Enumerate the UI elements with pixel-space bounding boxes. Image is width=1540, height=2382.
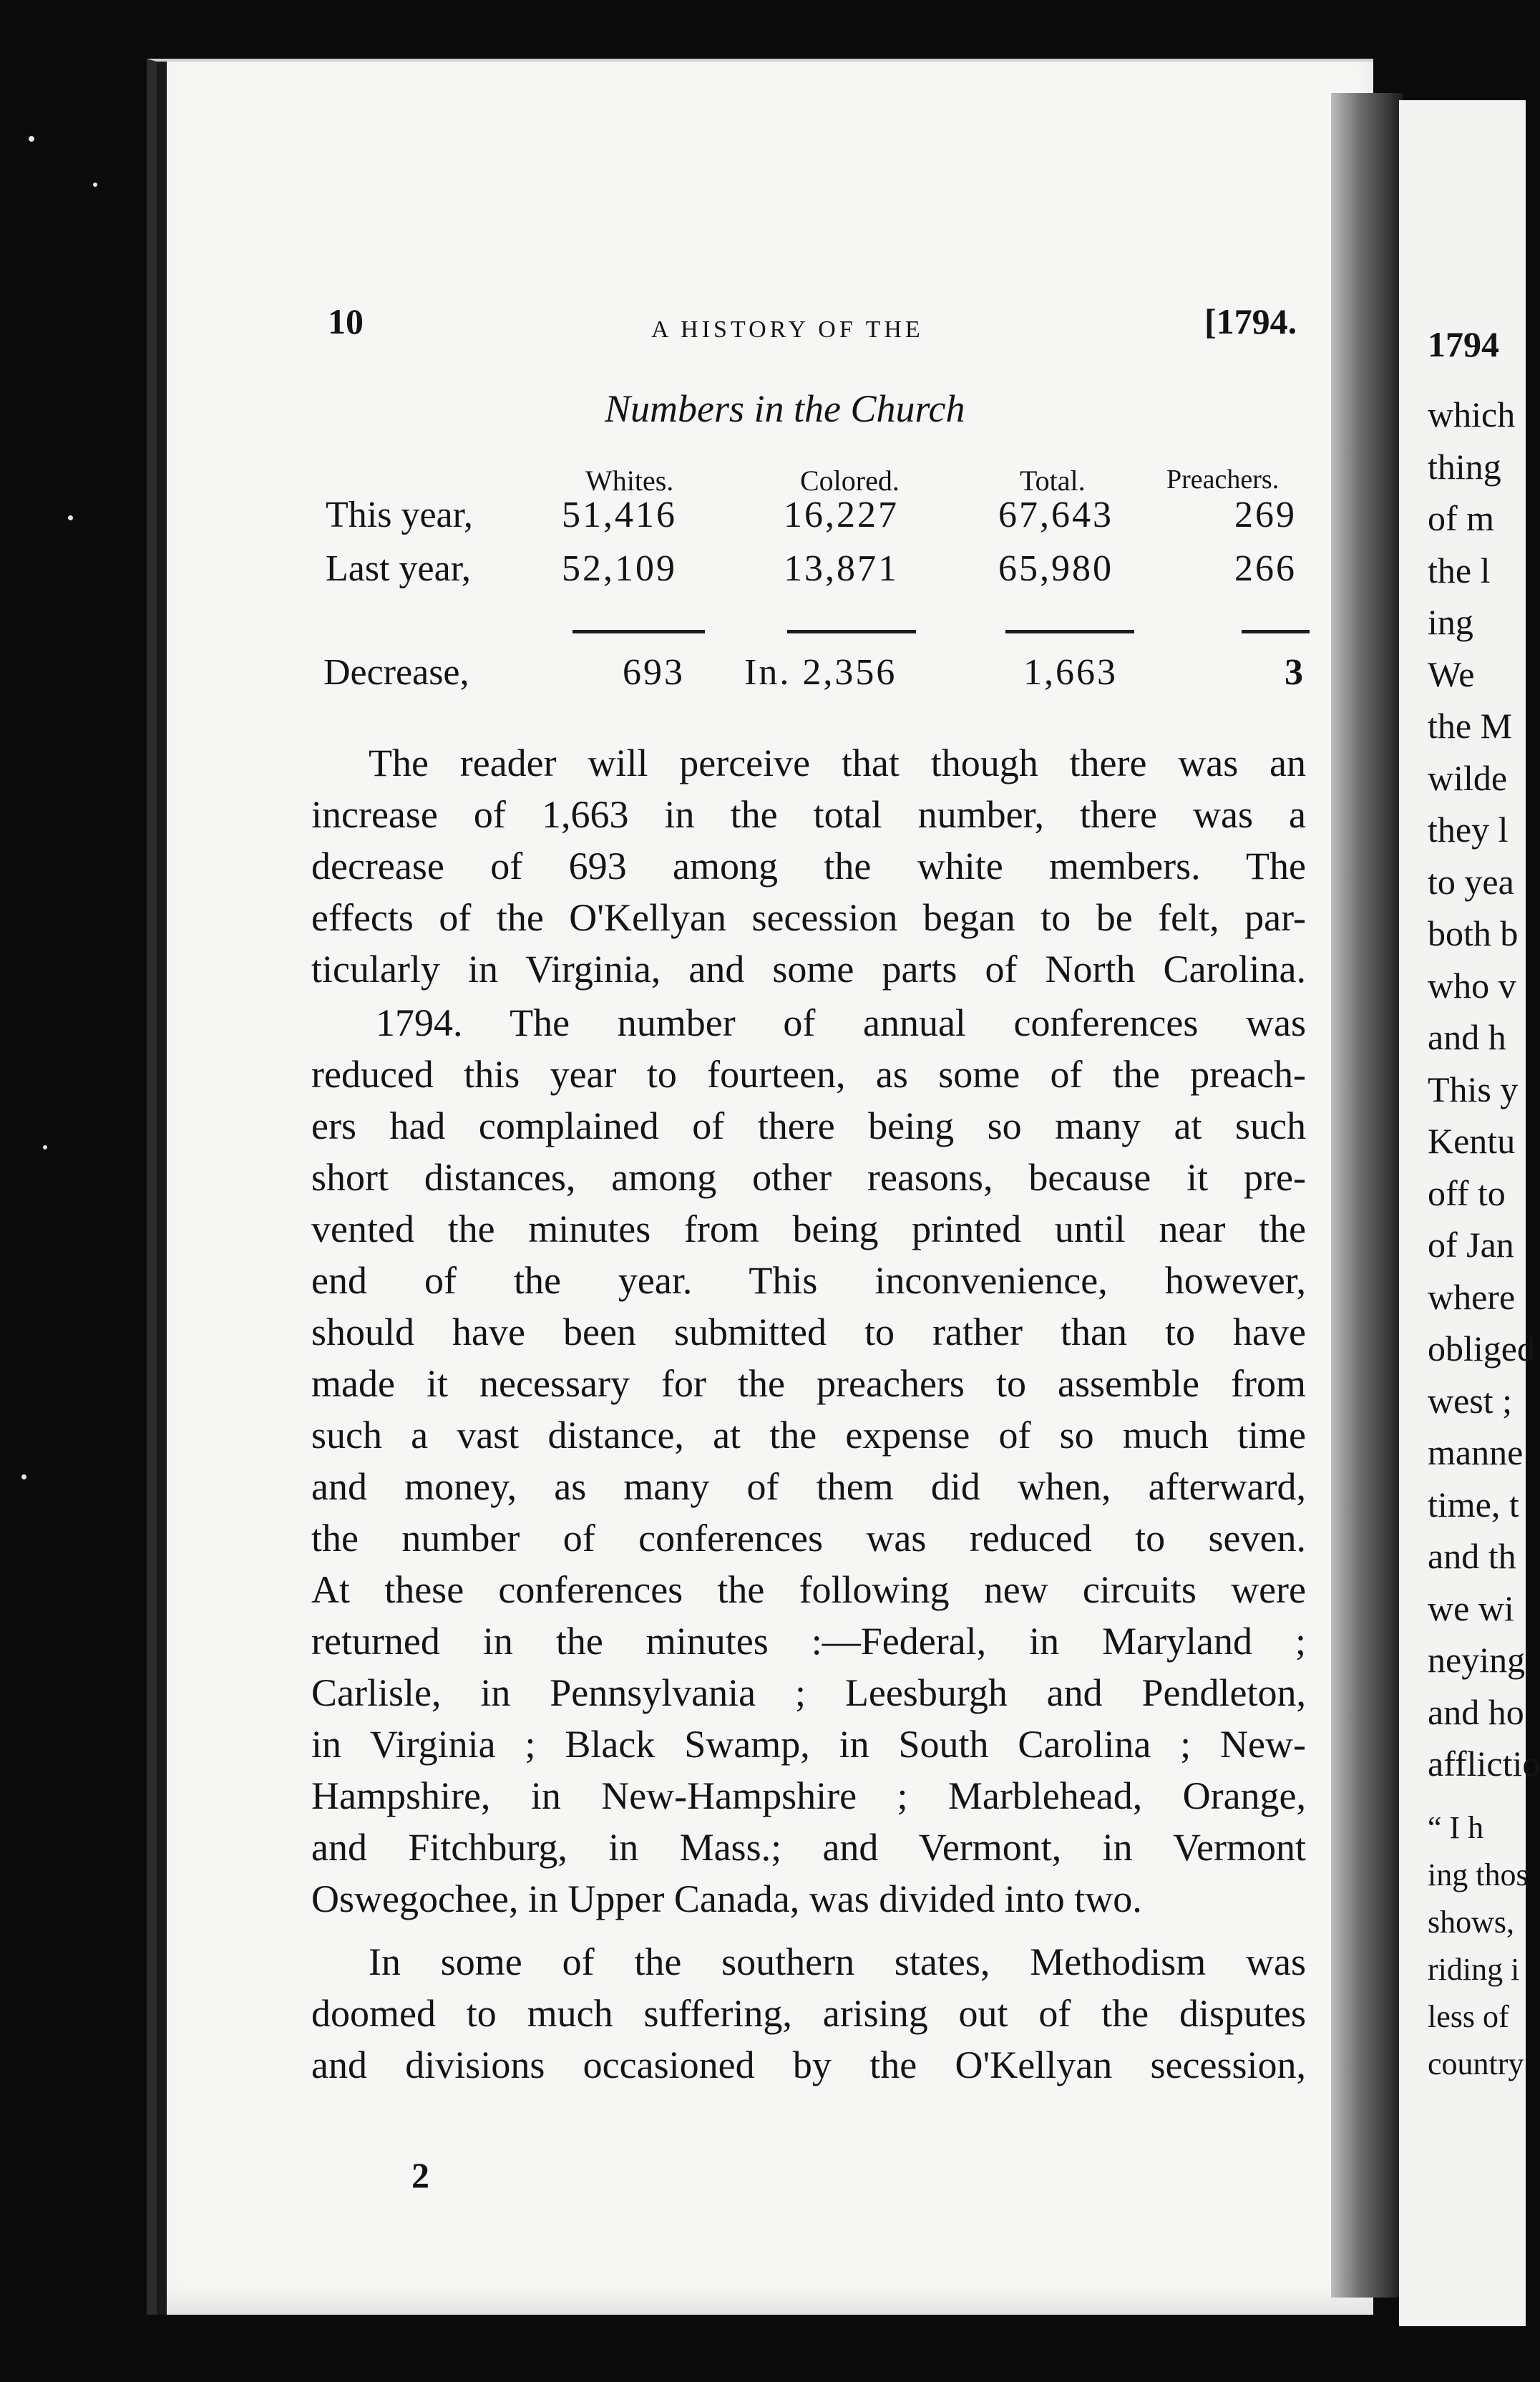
- summary-colored: In. 2,356: [744, 652, 897, 693]
- text-line: in Virginia ; Black Swamp, in South Carolina ; New-: [311, 1723, 1306, 1766]
- sum-rule-whites: [572, 630, 705, 633]
- cell-colored: 13,871: [784, 548, 899, 589]
- page-number: 10: [328, 301, 364, 341]
- next-page-line: We: [1428, 653, 1475, 694]
- scan-speck: [21, 1474, 26, 1479]
- text-line: returned in the minutes :—Federal, in Maryland ;: [311, 1620, 1306, 1663]
- next-page-line: country: [1428, 2046, 1524, 2081]
- cell-whites: 52,109: [562, 548, 677, 589]
- header-year: [1794.: [1204, 301, 1297, 341]
- next-page-line: This y: [1428, 1069, 1519, 1109]
- next-page-line: west ;: [1428, 1380, 1513, 1421]
- summary-preachers: 3: [1285, 652, 1303, 693]
- next-page-line: time, t: [1428, 1484, 1519, 1525]
- next-page-line: and th: [1428, 1536, 1516, 1576]
- column-header-colored: Colored.: [800, 465, 900, 497]
- row-label: This year,: [326, 495, 473, 535]
- text-line: In some of the southern states, Methodism was: [369, 1940, 1306, 1983]
- next-page-line: off to: [1428, 1172, 1506, 1213]
- next-page-line: less of: [1428, 1998, 1509, 2034]
- scan-speck: [29, 136, 34, 142]
- next-page-line: “ I h: [1428, 1809, 1484, 1845]
- paragraph-2: [311, 997, 1306, 1925]
- cell-total: 67,643: [998, 495, 1113, 535]
- running-title: A HISTORY OF THE: [651, 316, 924, 343]
- text-line: Carlisle, in Pennsylvania ; Leesburgh and Pendleton,: [311, 1671, 1306, 1714]
- text-line: Hampshire, in New-Hampshire ; Marblehead, Orange,: [311, 1774, 1306, 1817]
- scan-speck: [43, 1145, 47, 1149]
- sum-rule-total: [1005, 630, 1134, 633]
- text-line: the number of conferences was reduced to seven.: [311, 1517, 1306, 1560]
- next-page-line: ing: [1428, 602, 1473, 642]
- column-header-whites: Whites.: [585, 465, 674, 497]
- text-line: reduced this year to fourteen, as some of the preach-: [311, 1053, 1306, 1096]
- next-page-line: where: [1428, 1276, 1516, 1317]
- next-page-line: afflictio: [1428, 1744, 1540, 1784]
- next-page-line: we wi: [1428, 1588, 1514, 1628]
- cell-preachers: 269: [1234, 495, 1297, 535]
- text-line: and Fitchburg, in Mass.; and Vermont, in Vermont: [311, 1826, 1306, 1869]
- text-line: vented the minutes from being printed until near the: [311, 1207, 1306, 1250]
- scan-speck: [68, 515, 73, 520]
- summary-total: 1,663: [1023, 652, 1118, 693]
- text-line: should have been submitted to rather than to have: [311, 1311, 1306, 1353]
- next-page-line: both b: [1428, 913, 1519, 953]
- text-line: Oswegochee, in Upper Canada, was divided into two.: [311, 1877, 1142, 1920]
- text-line: 1794. The number of annual conferences was: [376, 1001, 1306, 1044]
- text-line: effects of the O'Kellyan secession began to be felt, par-: [311, 896, 1306, 939]
- next-page-line: the l: [1428, 550, 1491, 590]
- next-page-line: of m: [1428, 498, 1495, 538]
- text-line: end of the year. This inconvenience, however,: [311, 1259, 1306, 1302]
- page-gutter-shadow: [1331, 93, 1403, 2298]
- row-label: Last year,: [326, 548, 471, 589]
- next-page-fragment: [1399, 100, 1540, 2326]
- next-page-line: neying: [1428, 1640, 1526, 1680]
- cell-colored: 16,227: [784, 495, 899, 535]
- signature-mark: 2: [411, 2155, 429, 2195]
- table-title: Numbers in the Church: [605, 387, 965, 430]
- next-page-line: who v: [1428, 965, 1516, 1006]
- scan-speck: [93, 183, 97, 187]
- text-line: made it necessary for the preachers to assemble from: [311, 1362, 1306, 1405]
- text-line: The reader will perceive that though there was an: [369, 742, 1306, 784]
- text-line: doomed to much suffering, arising out of the disputes: [311, 1992, 1306, 2035]
- next-page-line: and h: [1428, 1017, 1506, 1057]
- paragraph-1: [311, 737, 1306, 995]
- text-line: ticularly in Virginia, and some parts of North Carolina.: [311, 948, 1306, 991]
- next-page-line: shows,: [1428, 1904, 1515, 1940]
- summary-whites: 693: [623, 652, 685, 693]
- sum-rule-colored: [787, 630, 916, 633]
- next-page-line: thing: [1428, 446, 1501, 487]
- next-page-line: wilde: [1428, 757, 1508, 798]
- sum-rule-preachers: [1242, 630, 1310, 633]
- column-header-preachers: Preachers.: [1166, 465, 1280, 495]
- text-line: and money, as many of them did when, afterward,: [311, 1465, 1306, 1508]
- text-line: ers had complained of there being so many at such: [311, 1104, 1306, 1147]
- next-page-line: manne: [1428, 1432, 1524, 1472]
- text-line: and divisions occasioned by the O'Kellyan secession,: [311, 2043, 1306, 2086]
- next-page-line: Kentu: [1428, 1121, 1516, 1161]
- text-line: decrease of 693 among the white members. The: [311, 845, 1306, 888]
- next-page-line: which: [1428, 394, 1516, 434]
- next-page-line: of Jan: [1428, 1225, 1514, 1265]
- paragraph-3: [311, 1936, 1306, 2091]
- cell-whites: 51,416: [562, 495, 677, 535]
- text-line: increase of 1,663 in the total number, there was a: [311, 793, 1306, 836]
- next-page-line: the M: [1428, 706, 1513, 746]
- next-page-line: and ho: [1428, 1691, 1524, 1732]
- summary-label: Decrease,: [323, 652, 469, 693]
- next-page-line: obliged: [1428, 1328, 1535, 1369]
- text-line: short distances, among other reasons, because it pre-: [311, 1156, 1306, 1199]
- next-page-line: riding i: [1428, 1951, 1520, 1987]
- column-header-total: Total.: [1020, 465, 1086, 497]
- cell-total: 65,980: [998, 548, 1113, 589]
- next-page-line: they l: [1428, 810, 1509, 850]
- next-page-header: 1794: [1428, 324, 1499, 364]
- text-line: At these conferences the following new circuits were: [311, 1568, 1306, 1611]
- cell-preachers: 266: [1234, 548, 1297, 589]
- next-page-line: ing thos: [1428, 1857, 1529, 1892]
- text-line: such a vast distance, at the expense of so much time: [311, 1414, 1306, 1457]
- next-page-line: to yea: [1428, 861, 1514, 902]
